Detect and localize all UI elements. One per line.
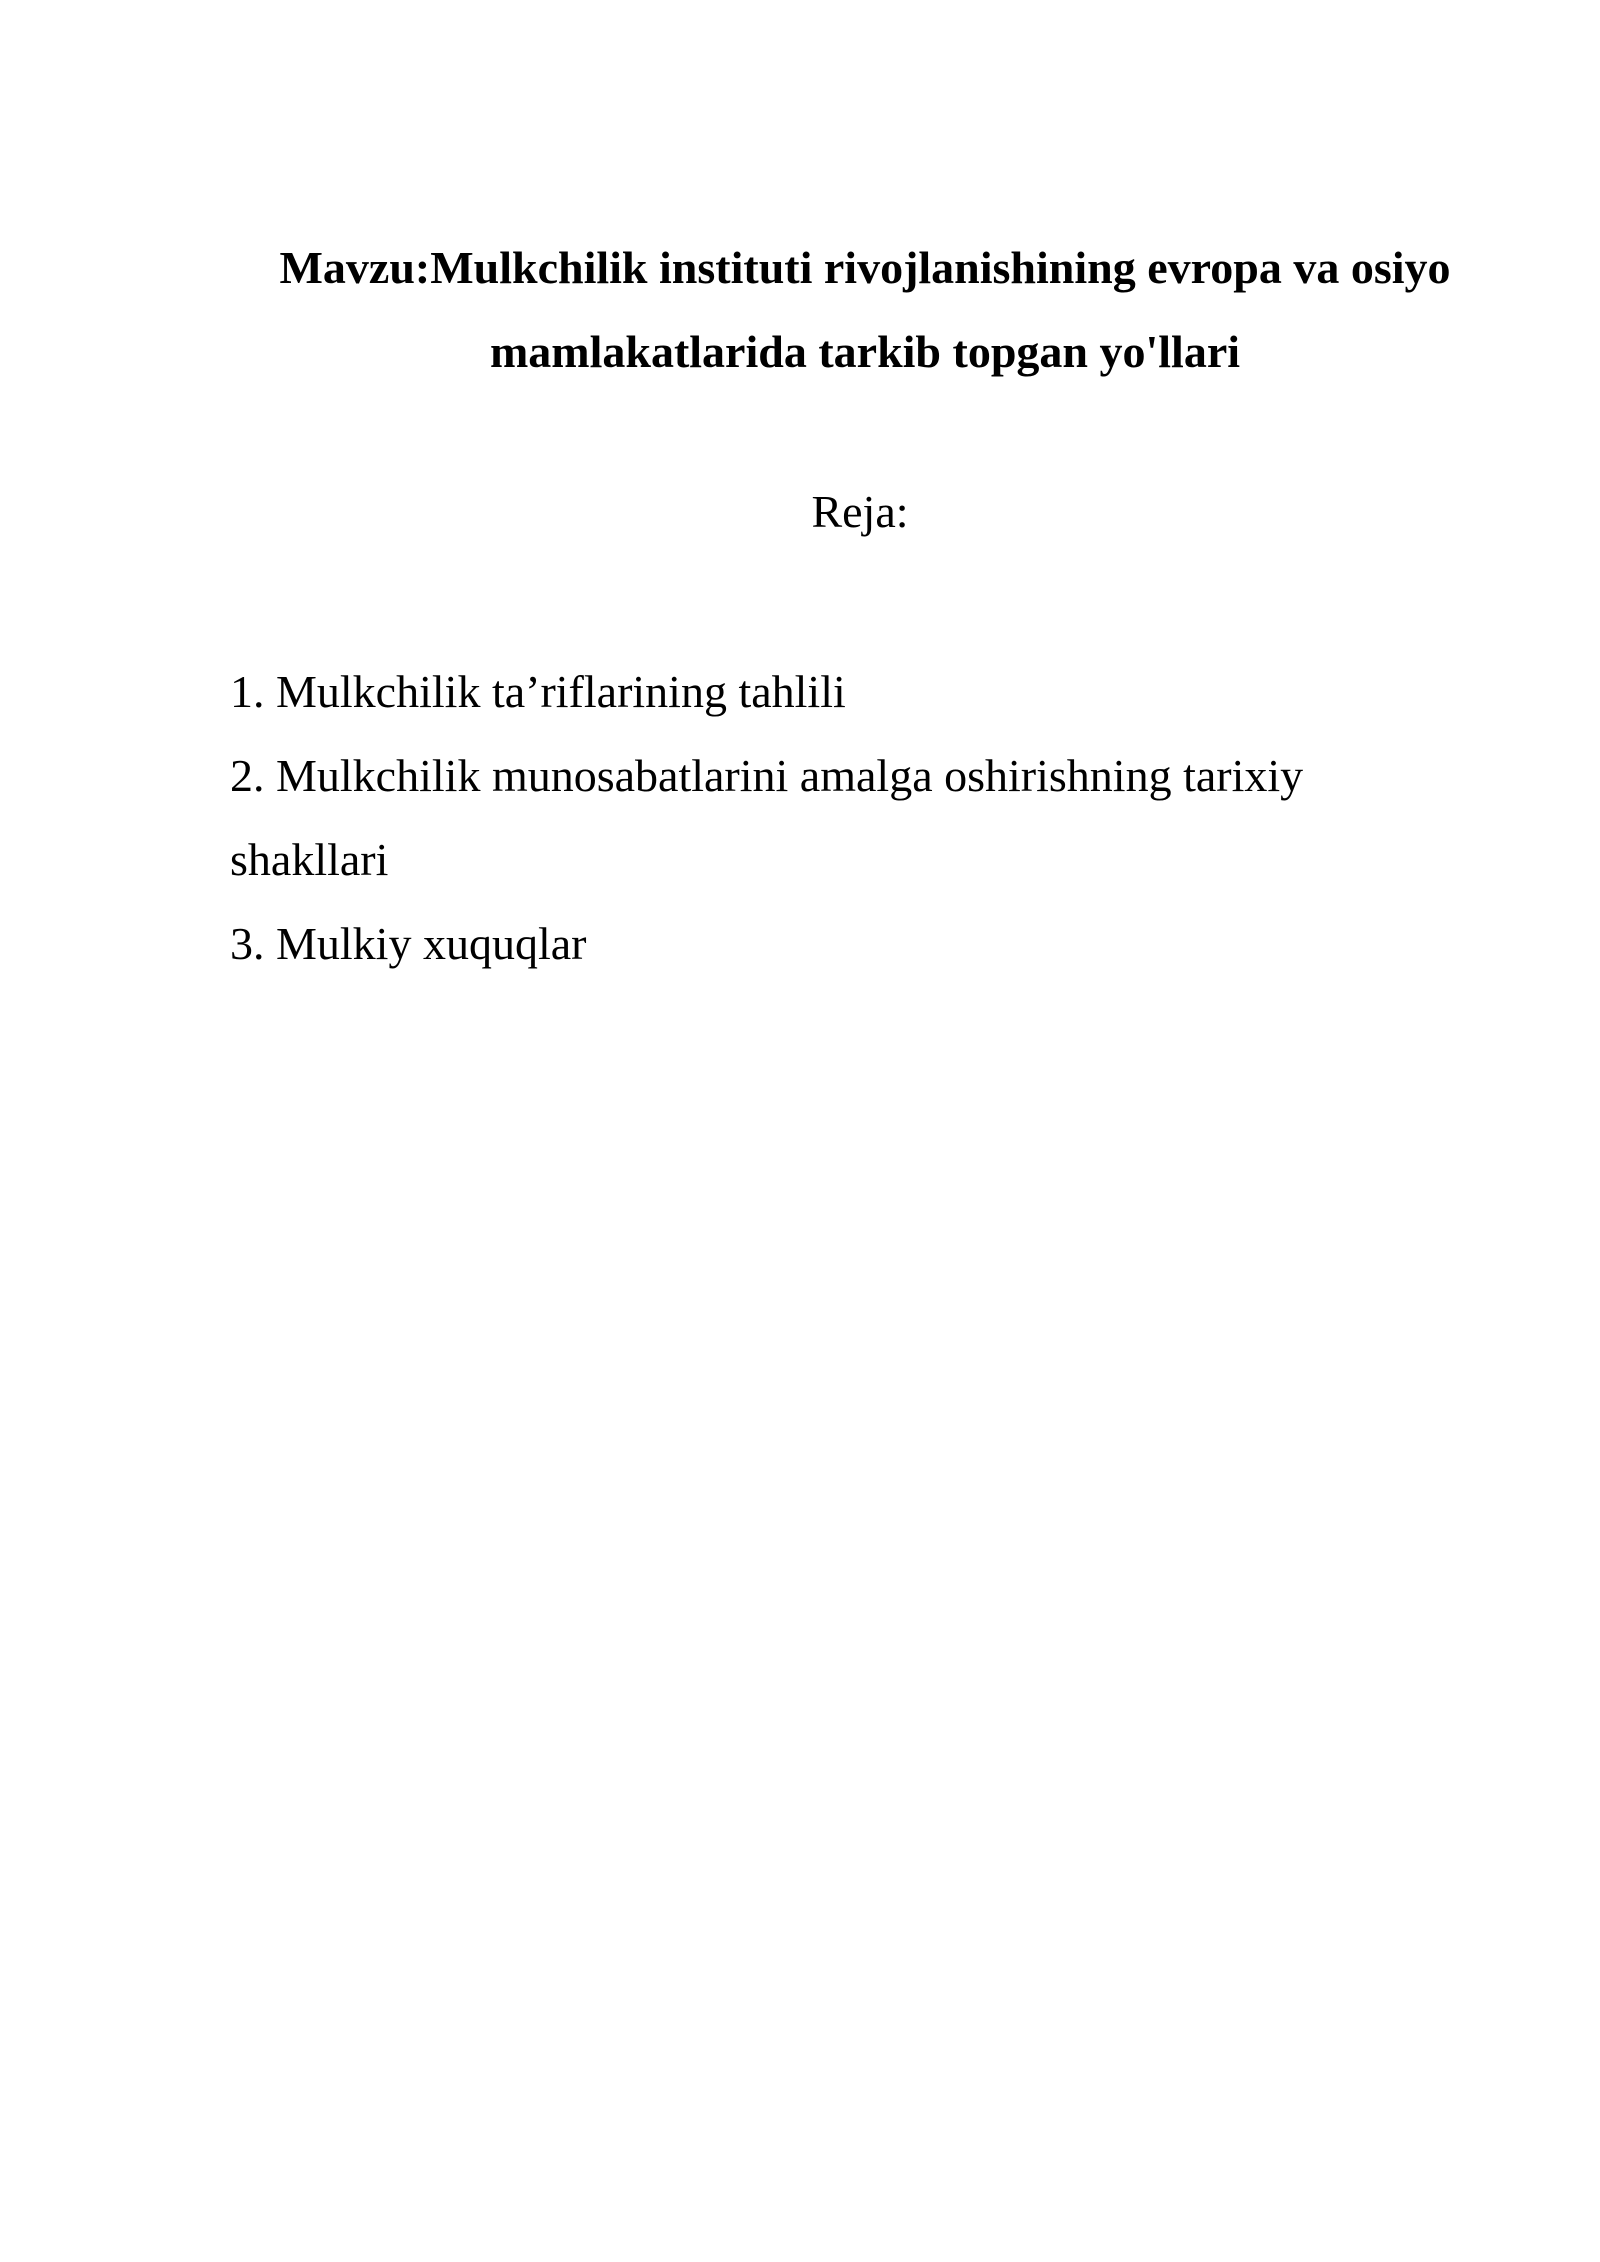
plan-heading: Reja: — [811, 486, 909, 537]
plan-item-2-text: 2. Mulkchilik munosabatlarini amalga oshirishning tarixiy — [230, 750, 1304, 801]
document-title — [230, 226, 1500, 394]
plan-item-2-continuation: shakllari — [230, 834, 389, 885]
plan-item-3 — [230, 902, 1430, 986]
title-line-2: mamlakatlarida tarkib topgan yo'llari — [489, 326, 1241, 377]
plan-item-3-text: 3. Mulkiy xuquqlar — [230, 918, 587, 969]
plan-item-1 — [230, 650, 1430, 734]
plan-item-2 — [230, 734, 1430, 902]
plan-list — [230, 650, 1430, 986]
plan-item-1-text: 1. Mulkchilik ta’riflarining tahlili — [230, 666, 846, 717]
title-line-1: Mavzu:Mulkchilik instituti rivojlanishining evropa va osiyo — [279, 242, 1451, 293]
